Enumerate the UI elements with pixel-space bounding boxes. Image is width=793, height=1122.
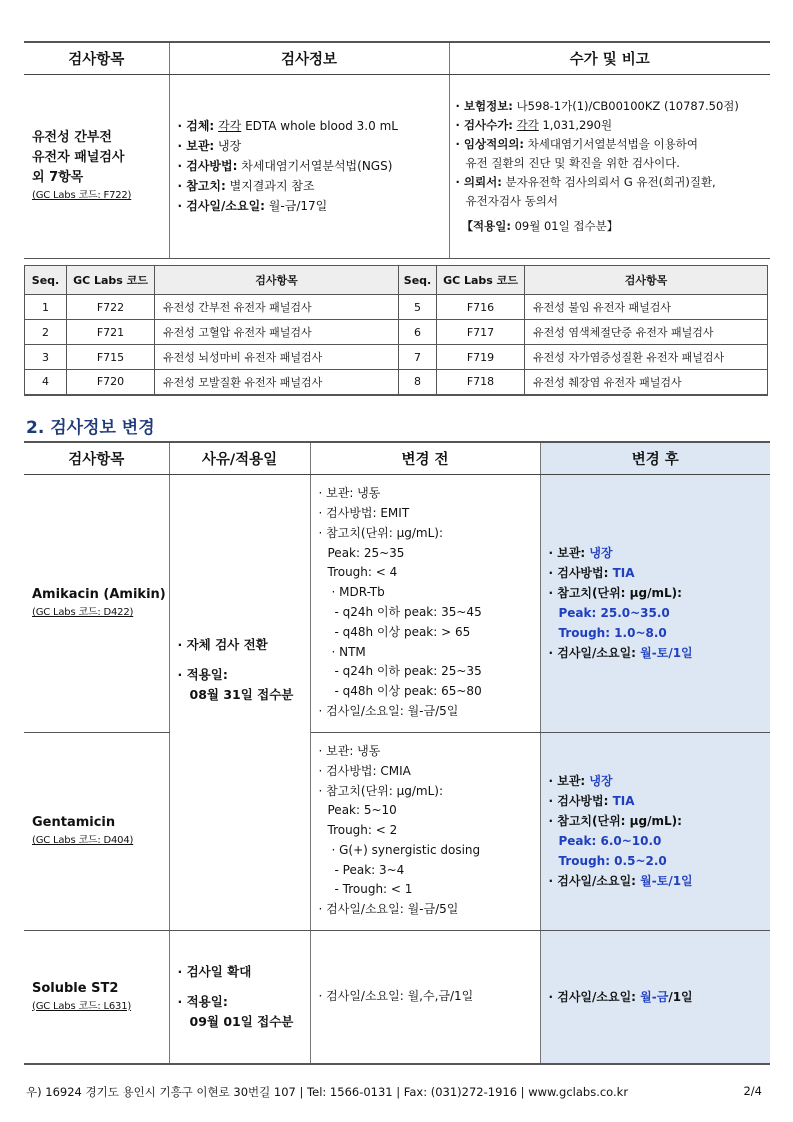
info-row: · 검사일/소요일: 월-금/17일: [177, 199, 328, 213]
applied-label: · 적용일:: [177, 667, 228, 682]
col-header-info: 검사정보: [169, 42, 449, 74]
test-code: (GC Labs 코드: L631): [32, 1000, 132, 1012]
seq-cell: 1: [25, 295, 67, 320]
before-cell: [310, 930, 540, 1064]
before-cell: [310, 732, 540, 930]
code-cell: F721: [67, 320, 155, 345]
reason-text: · 자체 검사 전환: [177, 637, 268, 652]
after-line: · 검사일/소요일: 월-금/1일: [548, 989, 693, 1004]
table-row: [24, 474, 770, 732]
after-cell: [540, 732, 770, 930]
applied-date: 08월 31일 접수분: [189, 687, 294, 702]
code-cell: F722: [67, 295, 155, 320]
after-line: · 검사일/소요일: 월-토/1일: [548, 874, 693, 888]
code-header: GC Labs 코드: [67, 266, 155, 295]
table-row: [24, 732, 770, 930]
test-name: Gentamicin: [32, 815, 116, 830]
code-cell: F718: [437, 370, 525, 395]
reason-cell: [169, 474, 310, 930]
item-cell: 유전성 모발질환 유전자 패널검사: [155, 370, 399, 395]
seq-header: Seq.: [399, 266, 437, 295]
before-line: Peak: 5~10: [327, 803, 397, 818]
info-row: · 참고치: 별지결과지 참조: [177, 179, 315, 193]
before-line: - Peak: 3~4: [334, 862, 405, 877]
item-cell: 유전성 불임 유전자 패널검사: [525, 295, 768, 320]
price-row: · 보험정보: 나598-1가(1)/CB00100KZ (10787.50점): [455, 98, 739, 113]
before-line: · 검사방법: CMIA: [318, 763, 411, 778]
col-header-price: 수가 및 비고: [449, 42, 770, 74]
test-item-cell: [24, 74, 169, 258]
page-footer: [26, 1084, 762, 1100]
item-header: 검사항목: [155, 266, 399, 295]
info-row: · 검사방법: 차세대염기서열분석법(NGS): [177, 159, 393, 173]
seq-cell: 3: [25, 345, 67, 370]
item-cell: 유전성 췌장염 유전자 패널검사: [525, 370, 768, 395]
before-line: · NTM: [331, 644, 366, 659]
before-line: - q48h 이상 peak: > 65: [334, 624, 471, 639]
code-cell: F716: [437, 295, 525, 320]
code-cell: F717: [437, 320, 525, 345]
table-row: [25, 345, 768, 370]
item-cell: 유전성 자가염증성질환 유전자 패널검사: [525, 345, 768, 370]
table-row: [25, 320, 768, 345]
col-header-after: 변경 후: [540, 442, 770, 474]
price-row: · 의뢰서: 분자유전학 검사의뢰서 G 유전(희귀)질환,: [455, 174, 716, 189]
test-name: Amikacin (Amikin): [32, 587, 166, 602]
code-cell: F715: [67, 345, 155, 370]
after-line: Peak: 6.0~10.0: [558, 834, 662, 848]
col-header-before: 변경 전: [310, 442, 540, 474]
before-line: Trough: < 2: [327, 823, 398, 838]
table-row: [25, 295, 768, 320]
seq-header: Seq.: [25, 266, 67, 295]
price-row: · 임상적의의: 차세대염기서열분석법을 이용하여: [455, 136, 698, 151]
price-cell: [449, 74, 770, 258]
reason-cell: [169, 930, 310, 1064]
test-item-name-line: 유전자 패널검사: [32, 150, 125, 165]
section-title: 2. 검사정보 변경: [26, 418, 155, 438]
footer-address: 우) 16924 경기도 용인시 기흥구 이현로 30번길 107 | Tel: 1566-0131 | Fax: (031)272-1916 | www.gclabs.co.kr: [26, 1085, 629, 1099]
price-row: 유전자검사 동의서: [465, 193, 559, 208]
col-header-reason: 사유/적용일: [169, 442, 310, 474]
test-code: (GC Labs 코드: D404): [32, 835, 134, 846]
after-line: · 보관: 냉장: [548, 774, 613, 788]
info-row: · 보관: 냉장: [177, 139, 242, 153]
before-line: · MDR-Tb: [331, 585, 385, 600]
after-line: Peak: 25.0~35.0: [558, 606, 670, 620]
after-line: · 보관: 냉장: [548, 546, 613, 560]
test-info-cell: [169, 74, 449, 258]
before-line: · G(+) synergistic dosing: [331, 842, 481, 857]
price-row: · 검사수가: 각각 1,031,290원: [455, 117, 613, 132]
before-line: Peak: 25~35: [327, 545, 405, 560]
before-line: · 검사일/소요일: 월-금/5일: [318, 902, 459, 917]
after-line: · 참고치(단위: μg/mL):: [548, 814, 682, 828]
item-cell: 유전성 뇌성마비 유전자 패널검사: [155, 345, 399, 370]
test-item-code: (GC Labs 코드: F722): [32, 190, 132, 201]
before-line: · 검사방법: EMIT: [318, 506, 410, 521]
after-line: · 검사방법: TIA: [548, 566, 635, 580]
test-item-name-line: 외 7항목: [32, 170, 84, 185]
item-cell: 유전성 고혈압 유전자 패널검사: [155, 320, 399, 345]
test-name-cell: [24, 930, 169, 1064]
seq-table: [24, 265, 768, 396]
item-cell: 유전성 염색체절단증 유전자 패널검사: [525, 320, 768, 345]
code-header: GC Labs 코드: [437, 266, 525, 295]
after-line: · 검사일/소요일: 월-토/1일: [548, 646, 693, 660]
before-line: · 보관: 냉동: [318, 486, 381, 501]
test-code: (GC Labs 코드: D422): [32, 607, 134, 618]
applied-date: 【적용일: 09월 01일 접수분】: [461, 218, 619, 233]
after-cell: [540, 474, 770, 732]
test-item-name-line: 유전성 간부전: [32, 130, 112, 145]
applied-label: · 적용일:: [177, 993, 228, 1009]
seq-cell: 5: [399, 295, 437, 320]
after-line: Trough: 0.5~2.0: [558, 854, 667, 868]
table-row: [24, 930, 770, 1064]
info-row: · 검체: 각각 EDTA whole blood 3.0 mL: [177, 119, 398, 133]
code-cell: F720: [67, 370, 155, 395]
table-row: [25, 370, 768, 395]
before-line: - q24h 이하 peak: 35~45: [334, 605, 482, 619]
before-line: · 검사일/소요일: 월,수,금/1일: [318, 988, 474, 1003]
before-line: Trough: < 4: [327, 565, 398, 580]
after-line: Trough: 1.0~8.0: [558, 626, 667, 640]
after-line: · 검사방법: TIA: [548, 794, 635, 808]
reason-text: · 검사일 확대: [177, 963, 252, 979]
seq-cell: 4: [25, 370, 67, 395]
after-line: · 참고치(단위: μg/mL):: [548, 586, 682, 600]
test-info-table: [24, 41, 770, 259]
col-header-item: 검사항목: [24, 42, 169, 74]
test-name: Soluble ST2: [32, 980, 119, 996]
before-line: - q24h 이하 peak: 25~35: [334, 664, 482, 679]
applied-date: 09월 01일 접수분: [189, 1013, 294, 1029]
item-cell: 유전성 간부전 유전자 패널검사: [155, 295, 399, 320]
test-name-cell: [24, 732, 169, 930]
col-header-item: 검사항목: [24, 442, 169, 474]
seq-cell: 2: [25, 320, 67, 345]
page-number: 2/4: [743, 1084, 762, 1098]
item-header: 검사항목: [525, 266, 768, 295]
seq-cell: 7: [399, 345, 437, 370]
test-name-cell: [24, 474, 169, 732]
price-row: 유전 질환의 진단 및 확진을 위한 검사이다.: [465, 155, 680, 170]
code-cell: F719: [437, 345, 525, 370]
before-line: - Trough: < 1: [334, 882, 413, 897]
before-line: · 검사일/소요일: 월-금/5일: [318, 703, 459, 718]
before-line: - q48h 이상 peak: 65~80: [334, 684, 482, 699]
before-cell: [310, 474, 540, 732]
before-line: · 참고치(단위: μg/mL):: [318, 525, 444, 540]
after-cell: [540, 930, 770, 1064]
before-line: · 참고치(단위: μg/mL):: [318, 783, 444, 798]
before-line: · 보관: 냉동: [318, 743, 381, 758]
seq-cell: 6: [399, 320, 437, 345]
seq-cell: 8: [399, 370, 437, 395]
change-table: [24, 441, 770, 1065]
